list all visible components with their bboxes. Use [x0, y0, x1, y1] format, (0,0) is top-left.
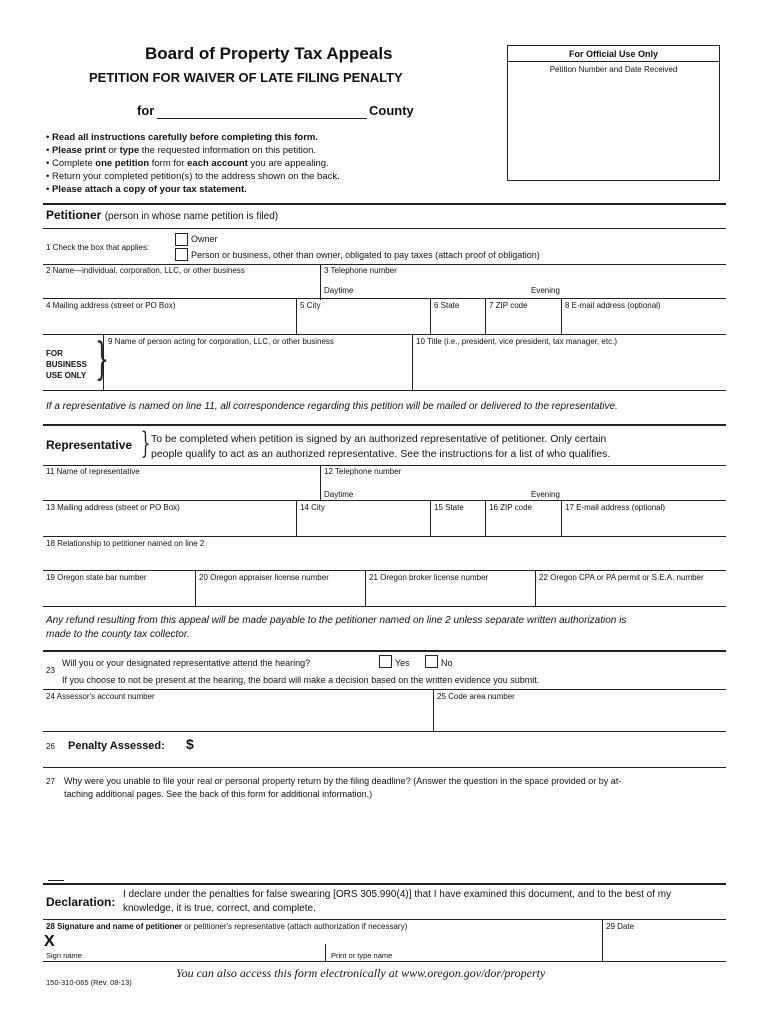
- field-17-label: 17 E-mail address (optional): [565, 503, 666, 512]
- official-use-subtitle: Petition Number and Date Received: [549, 65, 678, 74]
- for-label: for: [137, 103, 155, 118]
- evening-label: Evening: [531, 286, 560, 295]
- instructions-list: [46, 131, 340, 196]
- declaration-text-2: knowledge, it is true, correct, and complete.: [123, 903, 316, 914]
- field-3-label: 3 Telephone number: [324, 266, 397, 275]
- field-19-label: 19 Oregon state bar number: [46, 573, 147, 582]
- web-access-note: You can also access this form electronically at www.oregon.gov/dor/property: [176, 966, 546, 980]
- county-label: County: [369, 103, 414, 118]
- q27-text-line-2: taching additional pages. See the back of this form for additional information.): [64, 789, 373, 799]
- refund-note-line-2: made to the county tax collector.: [46, 629, 190, 640]
- instruction-item: • Please attach a copy of your tax statement.: [46, 184, 247, 195]
- field-6-label: 6 State: [434, 301, 460, 310]
- line-23-number: 23: [46, 666, 55, 675]
- dollar-sign: $: [186, 736, 194, 752]
- county-name-field[interactable]: [157, 118, 367, 119]
- field-10-label: 10 Title (i.e., president, vice president, tax manager, etc.): [416, 337, 617, 346]
- field-11-label: 11 Name of representative: [46, 467, 140, 476]
- field-24-label: 24 Assessor's account number: [46, 692, 155, 701]
- business-option-label: Person or business, other than owner, obligated to pay taxes (attach proof of obligation): [191, 250, 540, 260]
- q27-text-line-1: Why were you unable to file your real or personal property return by the filing deadline? (Answer the question in the space provided or by at-: [64, 776, 622, 786]
- form-number: 150-310-065 (Rev. 08-13): [46, 978, 132, 987]
- field-16-label: 16 ZIP code: [489, 503, 532, 512]
- field-20-label: 20 Oregon appraiser license number: [199, 573, 329, 582]
- field-29-label: 29 Date: [606, 922, 635, 931]
- representative-desc-1: To be completed when petition is signed by an authorized representative of petitioner. Only certain: [151, 433, 607, 445]
- field-5-label: 5 City: [300, 301, 321, 310]
- representative-heading: Representative: [46, 438, 133, 452]
- field-4-label: 4 Mailing address (street or PO Box): [46, 301, 176, 310]
- instruction-item: • Return your completed petition(s) to the address shown on the back.: [46, 171, 340, 182]
- brace-icon: }: [140, 426, 151, 461]
- field-18-label: 18 Relationship to petitioner named on line 2: [46, 539, 205, 548]
- field-8-label: 8 E-mail address (optional): [565, 301, 661, 310]
- signature-x-mark: X: [44, 933, 55, 950]
- field-14-label: 14 City: [300, 503, 325, 512]
- line-26-number: 26: [46, 742, 55, 751]
- owner-checkbox[interactable]: [175, 233, 188, 246]
- field-13-label: 13 Mailing address (street or PO Box): [46, 503, 180, 512]
- declaration-heading: Declaration:: [46, 895, 116, 909]
- hearing-no-checkbox[interactable]: [425, 655, 438, 668]
- field-12-label: 12 Telephone number: [324, 467, 402, 476]
- declaration-text-1: I declare under the penalties for false swearing [ORS 305.990(4)] that I have examined this document, and to the best of my: [123, 889, 672, 900]
- form-title: Board of Property Tax Appeals: [145, 44, 393, 63]
- official-use-title: For Official Use Only: [568, 49, 659, 59]
- print-name-field[interactable]: [330, 934, 598, 948]
- daytime-label: Daytime: [324, 286, 354, 295]
- representative-desc-2: people qualify to act as an authorized representative. See the instructions for a list of who qualifies.: [151, 448, 611, 460]
- hearing-yes-label: Yes: [395, 658, 410, 668]
- field-22-label: 22 Oregon CPA or PA permit or S.E.A. number: [539, 573, 704, 582]
- official-use-box: [507, 45, 720, 181]
- brace-icon: }: [95, 334, 109, 385]
- instruction-item: • Complete one petition form for each account you are appealing.: [46, 158, 329, 169]
- petitioner-heading: Petitioner (person in whose name petition is filed): [46, 208, 279, 222]
- field-7-label: 7 ZIP code: [489, 301, 528, 310]
- field-15-label: 15 State: [434, 503, 464, 512]
- line-1-label: 1 Check the box that applies:: [46, 243, 150, 252]
- sign-name-label: Sign name: [46, 951, 82, 960]
- instruction-item: • Read all instructions carefully before completing this form.: [46, 132, 319, 143]
- field-2-label: 2 Name—individual, corporation, LLC, or other business: [46, 266, 245, 275]
- hearing-question: Will you or your designated representative attend the hearing?: [62, 658, 311, 668]
- hearing-yes-checkbox[interactable]: [379, 655, 392, 668]
- field-9-label: 9 Name of person acting for corporation, LLC, or other business: [108, 337, 334, 346]
- hearing-note: If you choose to not be present at the hearing, the board will make a decision based on the written evidence you submit.: [62, 675, 540, 685]
- signature-field[interactable]: [60, 934, 318, 948]
- daytime-label: Daytime: [324, 490, 354, 499]
- owner-option-label: Owner: [191, 234, 218, 244]
- line-27-number: 27: [46, 777, 55, 786]
- penalty-assessed-label: Penalty Assessed:: [68, 740, 165, 752]
- field-25-label: 25 Code area number: [437, 692, 515, 701]
- form-subtitle: PETITION FOR WAIVER OF LATE FILING PENALTY: [89, 70, 403, 85]
- business-checkbox[interactable]: [175, 248, 188, 261]
- evening-label: Evening: [531, 490, 560, 499]
- q27-answer-area[interactable]: [60, 804, 720, 880]
- instruction-item: • Please print or type the requested information on this petition.: [46, 145, 317, 156]
- refund-note-line-1: Any refund resulting from this appeal will be made payable to the petitioner named on line 2 unless separate written authorization is: [46, 615, 627, 626]
- print-name-label: Print or type name: [331, 951, 393, 960]
- hearing-no-label: No: [441, 658, 453, 668]
- representative-note: If a representative is named on line 11, all correspondence regarding this petition will be mailed or delivered to the representative.: [46, 401, 618, 412]
- field-21-label: 21 Oregon broker license number: [369, 573, 489, 582]
- field-28-label: 28 Signature and name of petitioner or petitioner's representative (attach authorization if necessary): [46, 922, 408, 931]
- for-business-use-label: FOR BUSINESS USE ONLY: [46, 349, 87, 380]
